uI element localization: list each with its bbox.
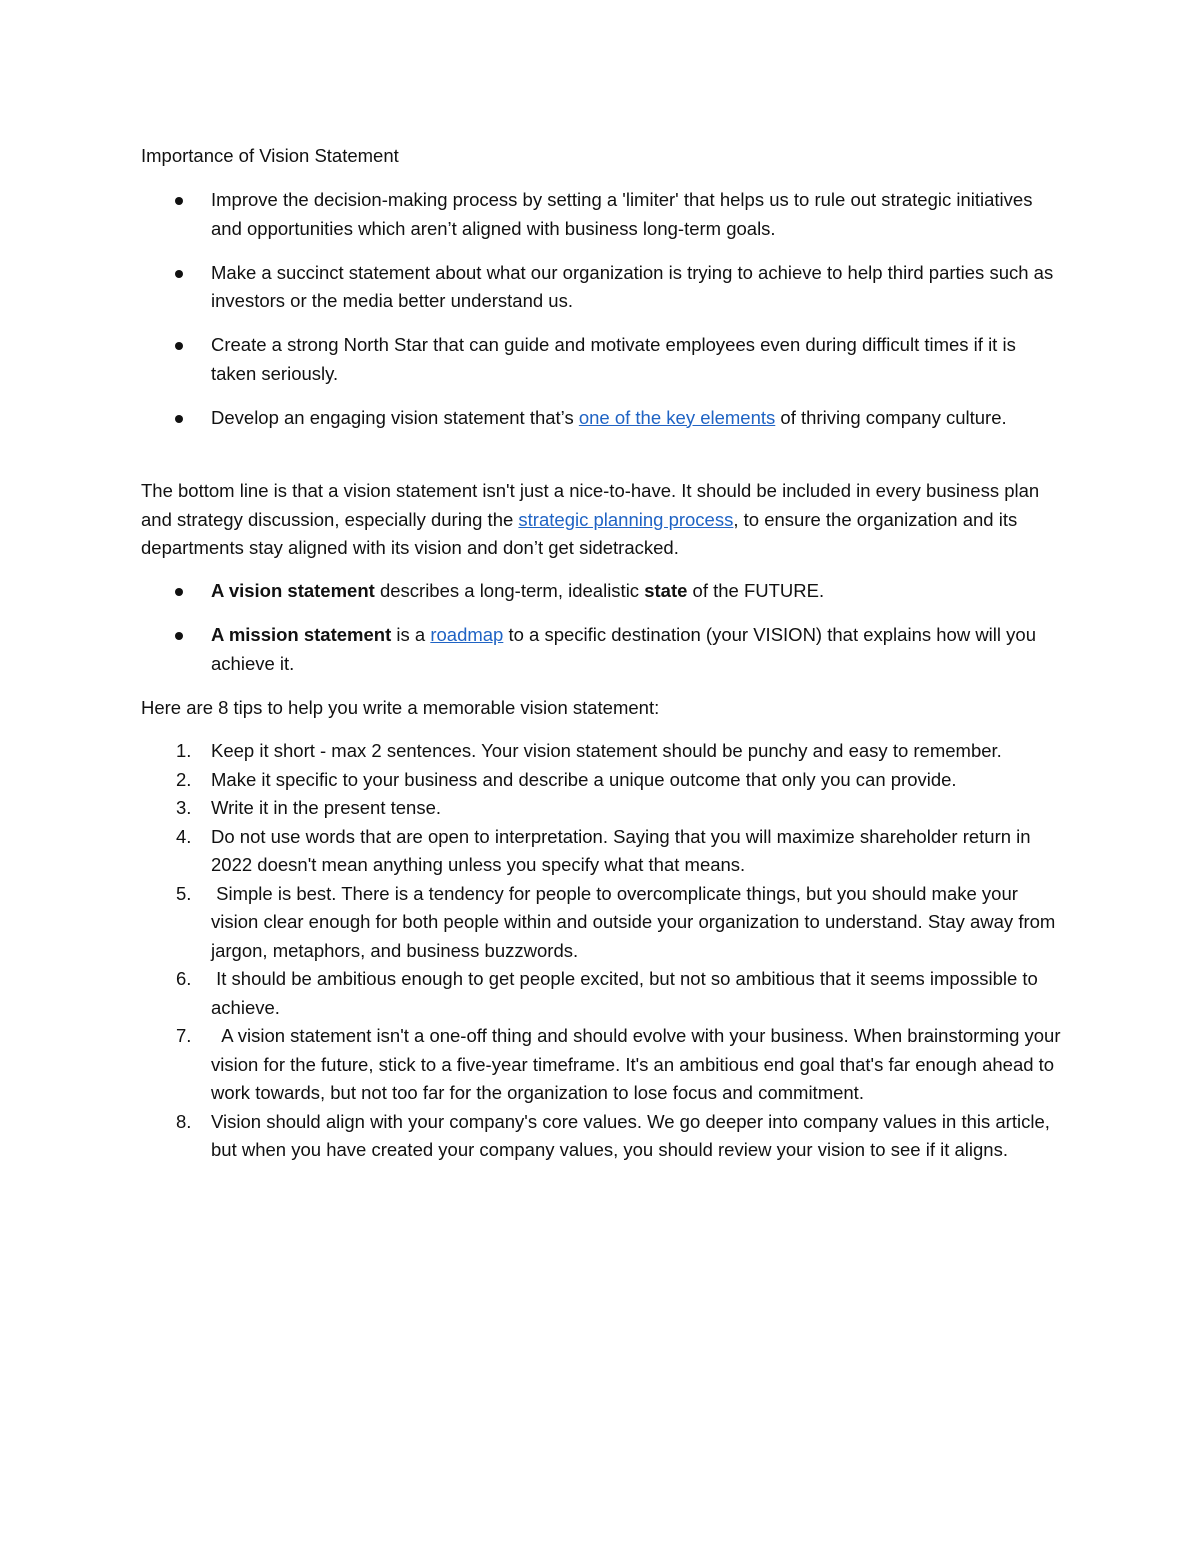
list-number: 2. (176, 768, 192, 790)
mission-statement-term: A mission statement (211, 624, 392, 645)
tips-intro: Here are 8 tips to help you write a memorable vision statement: (141, 697, 660, 718)
list-number: 3. (176, 797, 192, 818)
definition-text-post: of the FUTURE. (687, 580, 825, 601)
list-item (0, 1022, 1066, 1108)
list-number: 7. (176, 1025, 192, 1046)
list-item (0, 737, 1066, 766)
list-number: 8. (176, 1110, 192, 1132)
list-number: 4. (176, 825, 192, 847)
bullet-icon (175, 197, 183, 205)
tip-text: Make it specific to your business and describe a unique outcome that only you can provide. (211, 768, 957, 790)
list-item (0, 577, 1061, 606)
bullet-icon (175, 588, 183, 596)
list-number: 1. (176, 740, 192, 761)
list-item (0, 404, 1061, 433)
bullet-icon (175, 415, 183, 423)
definition-text: describes a long-term, idealistic (374, 580, 645, 601)
list-item (0, 331, 1061, 388)
bullet-icon (175, 632, 183, 640)
page-title: Importance of Vision Statement (141, 145, 399, 166)
list-item (0, 259, 1061, 316)
roadmap-link[interactable]: roadmap (430, 624, 504, 645)
list-number: 5. (176, 882, 192, 904)
tip-text: Simple is best. There is a tendency for people to overcomplicate things, but you should make your vision clear enough for both people within and outside your organization to understand. Stay away from jargon, metaphors, and business buzzwords. (211, 882, 1061, 961)
bullet-text: Create a strong North Star that can guide and motivate employees even during difficult times if it is taken seriously. (211, 334, 1016, 384)
list-item (0, 186, 1061, 243)
definitions-bullet-list (0, 577, 1200, 694)
bullet-text: Improve the decision-making process by setting a 'limiter' that helps us to rule out strategic initiatives and opportunities which aren’t aligned with business long-term goals. (211, 189, 1033, 239)
tip-text: Do not use words that are open to interpretation. Saying that you will maximize shareholder return in 2022 doesn't mean anything unless you specify what that means. (211, 825, 1031, 875)
list-item (0, 621, 1061, 678)
bullet-text: Make a succinct statement about what our organization is trying to achieve to help third parties such as investors or the media better understand us. (211, 261, 1054, 311)
importance-bullet-list (0, 186, 1200, 448)
bullet-text-pre: Develop an engaging vision statement that’s (211, 406, 579, 428)
list-item (0, 823, 1066, 880)
tip-text: Vision should align with your company's core values. We go deeper into company values in this article, but when you have created your company values, you should review your vision to see if it aligns. (211, 1110, 1050, 1160)
list-item (0, 965, 1066, 1022)
tips-numbered-list (0, 737, 1200, 1165)
paragraph-text-pre: The bottom line is that a vision statement isn't just a nice-to-have. It should be included in every business plan and strategy discussion, especially during the (141, 480, 1040, 530)
list-item (0, 880, 1066, 966)
tip-text: It should be ambitious enough to get people excited, but not so ambitious that it seems impossible to achieve. (211, 968, 1043, 1018)
list-number: 6. (176, 968, 192, 989)
tip-text: Keep it short - max 2 sentences. Your vision statement should be punchy and easy to remember. (211, 740, 1002, 761)
key-elements-link[interactable]: one of the key elements (578, 406, 776, 428)
bullet-icon (175, 270, 183, 278)
list-item (0, 1108, 1066, 1165)
state-term: state (644, 580, 688, 601)
tip-text: Write it in the present tense. (211, 797, 441, 818)
bullet-text-post: of thriving company culture. (775, 406, 1007, 428)
definition-text-post: to a specific destination (your VISION) that explains how will you achieve it. (211, 624, 1036, 674)
definition-text: is a (391, 624, 431, 645)
strategic-planning-link[interactable]: strategic planning process (518, 508, 734, 530)
list-item (0, 766, 1066, 795)
list-item (0, 794, 1066, 823)
paragraph-text-post: , to ensure the organization and its departments stay aligned with its vision and don’t get sidetracked. (141, 508, 1018, 558)
vision-statement-term: A vision statement (211, 580, 375, 601)
tip-text: A vision statement isn't a one-off thing and should evolve with your business. When brainstorming your vision for the future, stick to a five-year timeframe. It's an ambitious end goal that's far enough ahead to work towards, but not too far for the organization to lose focus and commitment. (211, 1025, 1066, 1103)
bullet-icon (175, 342, 183, 350)
bottom-line-paragraph (141, 477, 1041, 563)
